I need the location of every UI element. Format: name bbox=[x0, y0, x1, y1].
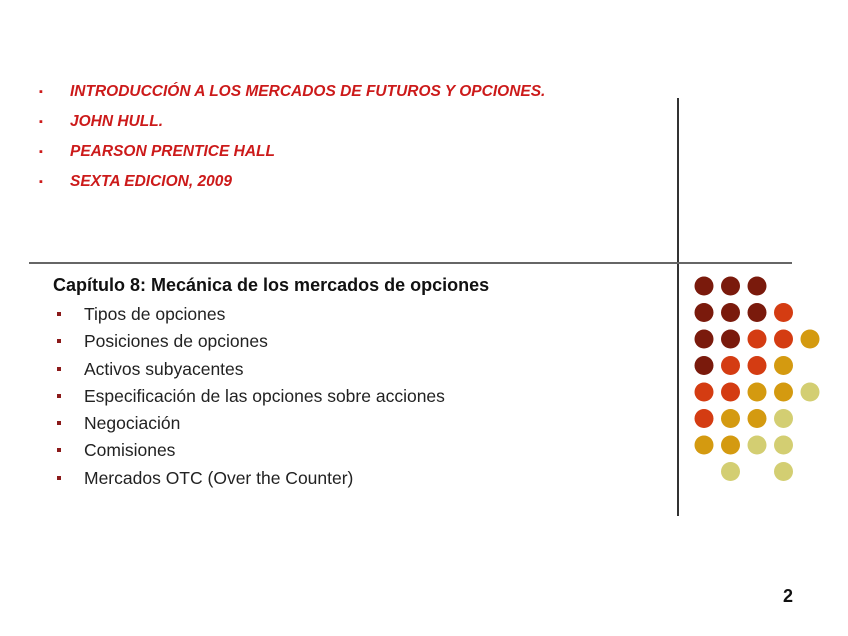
decorative-dot bbox=[774, 383, 793, 402]
reference-text: INTRODUCCIÓN A LOS MERCADOS DE FUTUROS Y OPCIONES. bbox=[70, 83, 546, 100]
reference-item-edition bbox=[36, 171, 545, 201]
square-bullet-icon bbox=[57, 312, 61, 316]
topic-text: Mercados OTC (Over the Counter) bbox=[84, 467, 354, 488]
decorative-dot bbox=[774, 303, 793, 322]
decorative-dot bbox=[748, 277, 767, 296]
reference-item-author bbox=[36, 111, 545, 141]
vertical-divider bbox=[677, 98, 679, 516]
decorative-dot bbox=[748, 303, 767, 322]
reference-text: SEXTA EDICION, 2009 bbox=[70, 173, 232, 190]
chapter-title: Capítulo 8: Mecánica de los mercados de opciones bbox=[53, 275, 490, 295]
reference-text: PEARSON PRENTICE HALL bbox=[70, 143, 275, 160]
topic-item bbox=[53, 329, 445, 356]
square-bullet-icon bbox=[57, 448, 61, 452]
decorative-dot bbox=[695, 356, 714, 375]
decorative-dot bbox=[774, 330, 793, 349]
decorative-dot bbox=[721, 277, 740, 296]
decorative-dot bbox=[774, 356, 793, 375]
topic-item bbox=[53, 384, 445, 411]
bullet-icon: ▪ bbox=[39, 176, 43, 188]
topic-item bbox=[53, 438, 445, 465]
bullet-icon: ▪ bbox=[39, 146, 43, 158]
decorative-dot bbox=[721, 356, 740, 375]
decorative-dot bbox=[721, 330, 740, 349]
decorative-dot bbox=[695, 330, 714, 349]
square-bullet-icon bbox=[57, 421, 61, 425]
reference-list bbox=[36, 81, 545, 201]
decorative-dot bbox=[774, 436, 793, 455]
decorative-dot bbox=[695, 303, 714, 322]
horizontal-divider bbox=[29, 262, 792, 264]
decorative-dot bbox=[774, 462, 793, 481]
decorative-dot bbox=[801, 383, 820, 402]
reference-item-publisher bbox=[36, 141, 545, 171]
decorative-dot bbox=[748, 356, 767, 375]
square-bullet-icon bbox=[57, 476, 61, 480]
topic-list bbox=[53, 302, 445, 493]
decorative-dot bbox=[721, 462, 740, 481]
topic-text: Especificación de las opciones sobre acciones bbox=[84, 385, 445, 406]
decorative-dot bbox=[748, 383, 767, 402]
topic-text: Tipos de opciones bbox=[84, 304, 226, 324]
bullet-icon: ▪ bbox=[39, 116, 43, 128]
topic-item bbox=[53, 357, 445, 384]
topic-text: Posiciones de opciones bbox=[84, 331, 268, 352]
topic-text: Negociación bbox=[84, 413, 181, 434]
decorative-dot bbox=[801, 330, 820, 349]
topic-item bbox=[53, 466, 445, 493]
topic-text: Activos subyacentes bbox=[84, 358, 244, 379]
reference-text: JOHN HULL. bbox=[70, 113, 163, 130]
decorative-dot bbox=[695, 383, 714, 402]
decorative-dot bbox=[774, 409, 793, 428]
square-bullet-icon bbox=[57, 339, 61, 343]
decorative-dot bbox=[748, 409, 767, 428]
decorative-dot bbox=[721, 383, 740, 402]
decorative-dot bbox=[721, 303, 740, 322]
topic-item bbox=[53, 302, 445, 329]
decorative-dot bbox=[695, 436, 714, 455]
topic-text: Comisiones bbox=[84, 440, 176, 461]
topic-item bbox=[53, 411, 445, 438]
decorative-dot bbox=[695, 409, 714, 428]
decorative-dot bbox=[721, 409, 740, 428]
square-bullet-icon bbox=[57, 394, 61, 398]
page-number: 2 bbox=[783, 586, 794, 606]
bullet-icon: ▪ bbox=[39, 86, 43, 98]
square-bullet-icon bbox=[57, 367, 61, 371]
decorative-dot bbox=[695, 277, 714, 296]
decorative-dot bbox=[721, 436, 740, 455]
reference-item-title bbox=[36, 81, 545, 111]
decorative-dot bbox=[748, 436, 767, 455]
decorative-dot bbox=[748, 330, 767, 349]
